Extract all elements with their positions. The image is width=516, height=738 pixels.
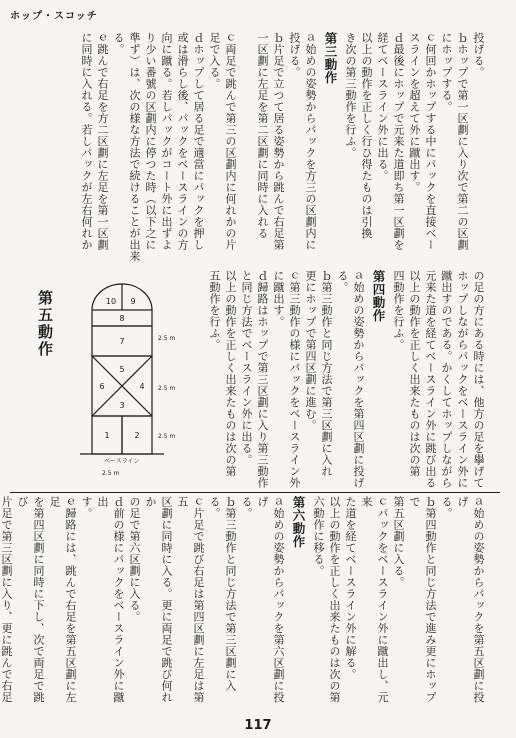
text-line: ａ始めの姿勢からパックを第四区劃に投げ [352,270,365,489]
text-line: ｂ第三動作と同じ方法で第三区劃に入れ [320,270,333,477]
text-line: を第四区劃に同時に下し、次で両足で跳び [16,496,45,703]
section-heading-3: 第三動作 [323,32,338,84]
section-heading-5: 第五動作 [36,290,54,358]
dimension-label: 2.5 m [158,385,176,392]
running-header: ホップ・スコッチ [10,11,98,22]
text-line: 一区劃に左足を第二区劃に同時に入れる [256,32,269,239]
text-line: ｃ両足で跳んで第三の区劃内に何れかの片 [224,32,237,251]
text-line: ｃ片足で跳び右足は第四区劃に左足は第五 [176,496,205,703]
text-line: 投げる。 [472,32,485,78]
cell-label: 10 [105,297,117,306]
cell-label: 7 [119,337,125,346]
hopscotch-court-diagram [62,280,202,480]
text-line: り少い番號の区劃内に停つた時（以下之に [144,32,157,251]
text-line: る。 [440,496,453,519]
text-line: ａ始めの姿勢からパックを方三の区劃内に [304,32,317,251]
text-line: 元来た道を経てベースライン外に跳び出る [424,270,437,489]
top-text-block [246,32,486,307]
dimension-label: 2.5 m [102,470,120,477]
text-line: ｄ前の様にパックをベースライン外に蹴出 [96,496,125,703]
text-line: ｅ歸路には、跳んで右足を第五区劃に左足 [48,496,77,703]
cell-label: 8 [119,314,125,323]
text-line: にホップする。 [440,32,453,113]
text-line: 足で入る。 [208,32,221,90]
section-heading-4: 第四動作 [371,270,386,322]
text-line: ｂ第三動作と同じ方法で第三区劃に入る。 [208,496,237,692]
text-line: 以上の動作を正しく行ひ得たものは引換 [360,32,373,239]
text-line: の足の方にある時には、他方の足を擧げて [472,270,485,489]
text-line: ｄ最後にホップで元来た道即ち第一区劃を [392,32,405,251]
text-line: と同じ方法でベースライン外に出る。 [240,270,253,466]
text-line: る。 [336,270,349,293]
cell-label: 6 [99,382,105,391]
text-line: 以上の動作を正しく出来たものは次の第 [408,270,421,477]
text-line: ａ始めの姿勢からパックを第五区劃に投げ [456,496,485,703]
text-line: 四動作を行ふ。 [392,270,405,351]
text-line: ｄホップして居る足で適當にパックを押し [192,32,205,251]
dimension-label: 2.5 m [158,335,176,342]
text-line: 向に蹴る。若しパックがコート外に出ずよ [160,32,173,251]
baseline-label: ベースライン [104,458,140,465]
cell-label: 2 [134,431,140,440]
text-line: ｃパックをベースライン外に蹴出し、元来 [360,496,389,703]
text-line: 片足で第三区劃に入り、更に跳んで右足 [0,496,13,703]
text-line: 或は滑らし後、パックをベースラインの方 [176,32,189,251]
divider-rule [10,492,500,493]
section3-continued [28,32,238,307]
text-line: 準ず）は、次の様な方法で続けることが出来 [128,32,141,262]
text-line: に蹴出す。 [272,270,285,328]
cell-label: 1 [104,431,110,440]
text-line: 五動作を行ふ。 [208,270,221,351]
dimension-label: 2.5 m [158,433,176,440]
text-line: 以上の動作を正しく出来たものは次の第 [328,496,341,703]
text-line: ｄ歸路はホップで第三区劃に入り第三動作 [256,270,269,489]
text-line: き次の第三動作を行ふ。 [344,32,357,159]
middle-text-block [186,270,486,500]
text-line: ｃ第三動作の様にパックをベースライン外 [288,270,301,489]
text-line: る。 [112,32,125,55]
cell-label: 5 [119,365,125,374]
text-line: ｂ第四動作と同じ方法で進み更にホップで [408,496,437,703]
section-heading-6: 第六動作 [291,496,306,548]
text-line: 以上の動作を正しく出来たものは次の第 [224,270,237,477]
text-line: る。 [240,496,253,519]
text-line: 六動作に移る。 [312,496,325,577]
text-line: 投げる。 [288,32,301,78]
text-line: ホップしながらパックをベースライン外に [456,270,469,489]
text-line: スラインを超えて外に蹴出す。 [408,32,421,193]
text-line: の足で第六区劃に入る。 [128,496,141,623]
text-line: た道を経てベースライン外に解る。 [344,496,357,680]
text-line: 経てベースライン外に出る。 [376,32,389,182]
text-line: ｃ何回かホップする中にパックを直接ベー [424,32,437,251]
cell-label: 9 [130,297,136,306]
text-line: 更にホップで第四区劃に進む。 [304,270,317,431]
cell-label: 3 [119,401,125,410]
bottom-text-block [0,496,486,706]
text-line: ｂ片足で立つて居る姿勢から跳んで右足第 [272,32,285,251]
text-line: 蹴出すのである。かくしてホップしながら [440,270,453,489]
text-line: 第五区劃に入る。 [392,496,405,588]
text-line: ｂホップで第一区劃に入り次で第二の区劃 [456,32,469,251]
text-line: ａ始めの姿勢からパックを第六区劃に投げ [256,496,285,703]
text-line: ｅ跳んで右足を方二区劃に左足を第一区劃 [96,32,109,251]
cell-label: 4 [139,382,145,391]
text-line: に同時に入れる。若しパックが左右何れか [80,32,93,251]
page-number: 117 [244,718,272,733]
text-line: 区劃に同時に入る。更に両足で跳び何れか [144,496,173,703]
text-line: す。 [80,496,93,519]
